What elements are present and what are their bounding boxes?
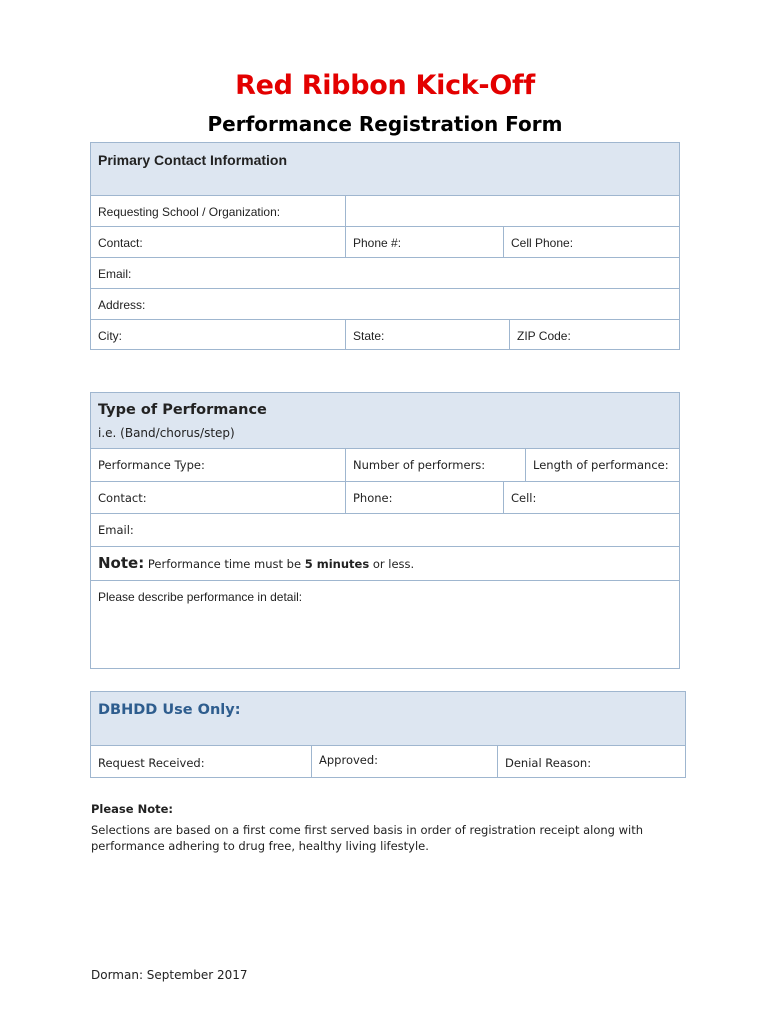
please-note-text-2: performance adhering to drug free, healthy living lifestyle. bbox=[91, 839, 429, 853]
performance-email-label: Email: bbox=[98, 523, 134, 537]
city-field[interactable] bbox=[91, 320, 345, 349]
school-label: Requesting School / Organization: bbox=[98, 205, 281, 219]
received-field[interactable] bbox=[91, 746, 311, 777]
performance-header bbox=[91, 393, 679, 449]
note-label: Note: bbox=[98, 554, 145, 572]
performers-label: Number of performers: bbox=[353, 458, 486, 472]
email-row[interactable] bbox=[91, 258, 679, 289]
performance-heading: Type of Performance bbox=[98, 402, 267, 418]
primary-contact-section bbox=[90, 142, 680, 350]
approved-label: Approved: bbox=[319, 753, 379, 767]
school-row bbox=[91, 196, 679, 227]
length-field[interactable] bbox=[525, 449, 679, 481]
performers-field[interactable] bbox=[345, 449, 526, 481]
performance-subheading: i.e. (Band/chorus/step) bbox=[98, 426, 235, 440]
phone-field[interactable] bbox=[345, 227, 504, 257]
length-label: Length of performance: bbox=[533, 458, 669, 472]
city-row bbox=[91, 320, 679, 349]
performance-cell-label: Cell: bbox=[511, 491, 537, 505]
address-row[interactable] bbox=[91, 289, 679, 320]
dbhdd-row bbox=[91, 746, 685, 777]
note-text-post: or less. bbox=[372, 557, 415, 571]
performance-phone-field[interactable] bbox=[345, 482, 504, 513]
school-label-cell bbox=[91, 196, 345, 226]
contact-row bbox=[91, 227, 679, 258]
performance-email-row[interactable] bbox=[91, 514, 679, 547]
cell-phone-label: Cell Phone: bbox=[511, 236, 574, 250]
primary-contact-heading: Primary Contact Information bbox=[98, 152, 288, 168]
performance-section bbox=[90, 392, 680, 669]
performance-contact-row bbox=[91, 482, 679, 514]
revision-footer: Dorman: September 2017 bbox=[91, 968, 248, 982]
dbhdd-section bbox=[90, 691, 686, 778]
performance-type-field[interactable] bbox=[91, 449, 345, 481]
dbhdd-heading: DBHDD Use Only: bbox=[98, 702, 241, 718]
performance-phone-label: Phone: bbox=[353, 491, 393, 505]
address-label: Address: bbox=[98, 298, 146, 312]
performance-type-label: Performance Type: bbox=[98, 458, 205, 472]
note-line bbox=[98, 554, 414, 572]
please-note-text-1: Selections are based on a first come first served basis in order of registration receipt along with bbox=[91, 823, 644, 837]
please-note-label: Please Note: bbox=[91, 802, 173, 816]
performance-contact-label: Contact: bbox=[98, 491, 147, 505]
state-field[interactable] bbox=[345, 320, 510, 349]
describe-label: Please describe performance in detail: bbox=[98, 590, 303, 604]
zip-field[interactable] bbox=[509, 320, 679, 349]
email-label: Email: bbox=[98, 267, 132, 281]
contact-field[interactable] bbox=[91, 227, 345, 257]
phone-label: Phone #: bbox=[353, 236, 402, 250]
performance-contact-field[interactable] bbox=[91, 482, 345, 513]
denial-label: Denial Reason: bbox=[505, 756, 592, 770]
state-label: State: bbox=[353, 329, 385, 343]
contact-label: Contact: bbox=[98, 236, 143, 250]
city-label: City: bbox=[98, 329, 122, 343]
approved-field[interactable] bbox=[311, 746, 498, 777]
cell-phone-field[interactable] bbox=[503, 227, 679, 257]
zip-label: ZIP Code: bbox=[517, 329, 571, 343]
note-text-pre: Performance time must be bbox=[147, 557, 302, 571]
received-label: Request Received: bbox=[98, 756, 205, 770]
note-emphasis: 5 minutes bbox=[304, 557, 370, 571]
performance-cell-field[interactable] bbox=[503, 482, 679, 513]
school-field[interactable] bbox=[345, 196, 679, 226]
dbhdd-header bbox=[91, 692, 685, 746]
note-row bbox=[91, 547, 679, 581]
primary-contact-header bbox=[91, 143, 679, 196]
denial-field[interactable] bbox=[497, 746, 685, 777]
form-title: Red Ribbon Kick-Off bbox=[235, 70, 535, 101]
describe-field[interactable] bbox=[91, 581, 679, 668]
form-subtitle: Performance Registration Form bbox=[207, 112, 563, 136]
performance-type-row bbox=[91, 449, 679, 482]
